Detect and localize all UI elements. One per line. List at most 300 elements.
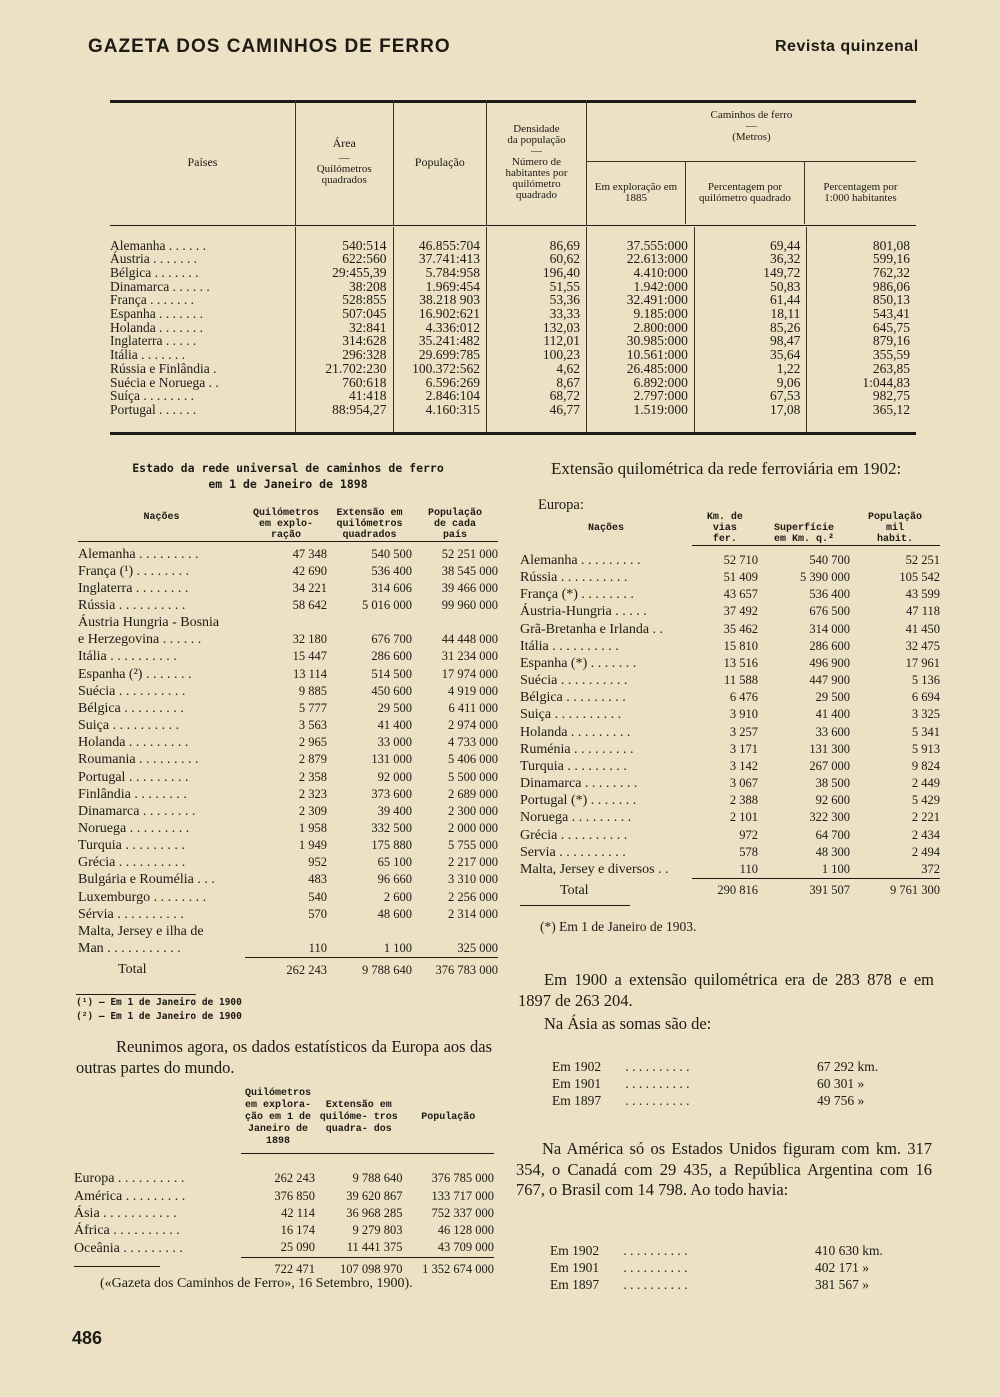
- cell: 5 136: [911, 673, 940, 688]
- cell: 53,36: [487, 293, 587, 307]
- table-row: [78, 769, 498, 786]
- stat-dots: . . . . . . . . . .: [622, 1059, 690, 1074]
- cell: 3 142: [729, 758, 758, 773]
- cell: 599,16: [807, 252, 916, 266]
- cell: 5 390 000: [799, 570, 850, 585]
- cell: 676 500: [809, 604, 850, 619]
- total-cell: 9 788 640: [327, 958, 412, 983]
- row-name: Ásia . . . . . . . . . . .: [74, 1205, 177, 1221]
- row-name: Bélgica . . . . . . . . .: [520, 690, 626, 706]
- col-sup: Superfície em Km. q.²: [758, 512, 850, 546]
- row-name: Alemanha . . . . . . . . .: [78, 546, 199, 562]
- cell: 35.241:482: [393, 334, 486, 348]
- cell: 32:841: [295, 321, 393, 335]
- row-name: França (*) . . . . . . . .: [520, 587, 634, 603]
- cell: 48 600: [377, 906, 412, 921]
- total-label: Total: [118, 962, 147, 978]
- row-name: Alemanha . . . . . . . . .: [520, 553, 641, 568]
- row-name: Man . . . . . . . . . . .: [78, 941, 181, 957]
- cell: 43 709 000: [437, 1240, 494, 1255]
- cell: 676 700: [371, 632, 412, 647]
- total-cell: 376 783 000: [412, 958, 498, 983]
- col-pop: População de cada país: [427, 507, 482, 541]
- cell: 5 406 000: [448, 752, 498, 767]
- row-name: América . . . . . . . . .: [74, 1188, 186, 1204]
- table-row: [110, 252, 916, 266]
- row-name: Dinamarca . . . . . . . .: [520, 776, 638, 792]
- cell: 4.160:315: [393, 403, 486, 417]
- total-cell: 290 816: [692, 878, 758, 903]
- cell: 752 337 000: [431, 1205, 494, 1220]
- row-name: Suécia . . . . . . . . . .: [78, 683, 186, 699]
- cell: 99 960 000: [441, 597, 498, 612]
- stat-row: [550, 1259, 890, 1276]
- table-world-network-1898: [78, 495, 498, 982]
- table-row: [110, 293, 916, 307]
- cell: 263,85: [807, 362, 916, 376]
- table-row: [520, 844, 940, 861]
- cell: 9 824: [911, 758, 940, 773]
- table-row: [110, 266, 916, 280]
- cell: 2.800:000: [586, 321, 694, 335]
- cell: 2 879: [298, 752, 327, 767]
- table4-rule: [74, 1266, 160, 1267]
- table-row: [520, 792, 940, 809]
- cell: 2 434: [911, 827, 940, 842]
- cell: 543,41: [807, 307, 916, 321]
- stat-value: 402 171 »: [815, 1260, 869, 1275]
- cell: 48 300: [815, 844, 850, 859]
- table-row: [78, 906, 498, 923]
- table-row: [110, 376, 916, 390]
- row-name: África . . . . . . . . . .: [74, 1223, 180, 1239]
- row-name: Itália . . . . . . . . . .: [78, 649, 177, 665]
- table-row: [520, 827, 940, 844]
- cell: 4.410:000: [586, 266, 694, 280]
- cell: 879,16: [807, 334, 916, 348]
- total-row: [78, 958, 498, 983]
- cell: 68,72: [487, 389, 587, 403]
- cell: 47 348: [292, 546, 327, 561]
- table2-title: Estado da rede universal de caminhos de ferro em 1 de Janeiro de 1898: [132, 461, 444, 491]
- cell: 110: [739, 861, 758, 876]
- cell: 514 500: [371, 666, 412, 681]
- cell: 314:628: [295, 334, 393, 348]
- col-nacoes: Nações: [143, 512, 180, 524]
- cell: 622:560: [295, 252, 393, 266]
- cell: 801,08: [807, 239, 916, 253]
- table-row: [78, 923, 498, 940]
- cell: [412, 923, 498, 940]
- row-name: Grécia . . . . . . . . . .: [78, 855, 186, 871]
- row-name: Bulgária e Rouméliа . . .: [78, 872, 215, 888]
- para-reunimos: Reunimos agora, os dados estatísticos da Europa aos das outras partes do mundo.: [76, 1037, 492, 1077]
- table-europe-1902: [520, 512, 940, 903]
- row-name: Grã-Bretanha e Irlanda . .: [520, 621, 664, 637]
- cell: 2 256 000: [448, 889, 498, 904]
- table-row: [78, 734, 498, 751]
- cell: 36,32: [694, 252, 806, 266]
- cell: 38 500: [815, 776, 850, 791]
- cell: 507:045: [295, 307, 393, 321]
- row-name: Holanda . . . . . . . . .: [520, 724, 631, 740]
- cell: 1.519:000: [586, 403, 694, 417]
- cell: 540: [308, 889, 327, 904]
- table-row: [78, 597, 498, 614]
- table-world-continents: [74, 1083, 494, 1282]
- cell: 9 788 640: [352, 1171, 403, 1186]
- cell: 3 171: [729, 741, 758, 756]
- cell: 5 755 000: [448, 838, 498, 853]
- cell: 41:418: [295, 389, 393, 403]
- row-name: Noruega . . . . . . . . .: [520, 810, 632, 826]
- cell: 29 500: [815, 690, 850, 705]
- table-row: [78, 683, 498, 700]
- table3-region: Europa:: [538, 497, 584, 513]
- row-name: Rússia e Finlândia .: [110, 360, 217, 376]
- row-name: França (¹) . . . . . . . .: [78, 563, 190, 579]
- cell: 88:954,27: [295, 403, 393, 417]
- row-name: Finlândia . . . . . . . .: [78, 786, 187, 802]
- col-pop: População mil habit.: [850, 512, 940, 546]
- cell: 2 323: [298, 786, 327, 801]
- row-name: Roumania . . . . . . . . .: [78, 752, 199, 768]
- cell: 286 600: [371, 649, 412, 664]
- table-row: [520, 655, 940, 672]
- cell: 29.699:785: [393, 348, 486, 362]
- cell: 355,59: [807, 348, 916, 362]
- cell: 22.613:000: [586, 252, 694, 266]
- table3-title: Extensão quilométrica da rede ferroviária em 1902:: [551, 459, 902, 478]
- cell: 39 466 000: [441, 580, 498, 595]
- col-caminhos: Caminhos de ferro — (Metros) Em exploração em 1885 Percentagem por quilómetro quadrado Percentagem por 1:000 habitantes: [586, 100, 916, 225]
- stat-dots: . . . . . . . . . .: [620, 1260, 688, 1275]
- cell: 132,03: [487, 321, 587, 335]
- row-name: Dinamarca . . . . . . . .: [78, 803, 196, 819]
- cell: [327, 614, 412, 631]
- col-ext: Extensão em quilóme- tros quadra- dos: [319, 1099, 398, 1135]
- america-list: [550, 1242, 890, 1293]
- col-ext: Extensão em quilómetros quadrados: [336, 507, 403, 541]
- cell: 58 642: [292, 597, 327, 612]
- stat-dots: . . . . . . . . . .: [620, 1243, 688, 1258]
- cell: 6.596:269: [393, 376, 486, 390]
- cell: 46 128 000: [437, 1223, 494, 1238]
- cell: 762,32: [807, 266, 916, 280]
- cell: 373 600: [371, 786, 412, 801]
- col-km: Quilómetros em explo- ração: [252, 507, 319, 541]
- row-name: Holanda . . . . . . .: [110, 319, 203, 335]
- table-row: [110, 389, 916, 403]
- cell: 483: [308, 872, 327, 887]
- table-row: [520, 706, 940, 723]
- cell: 37.555:000: [586, 239, 694, 253]
- stat-year: Em 1901: [550, 1260, 600, 1275]
- row-name: Portugal (*) . . . . . . .: [520, 793, 637, 809]
- stat-year: Em 1897: [552, 1093, 602, 1108]
- table-row: [520, 758, 940, 775]
- cell: 52 251: [905, 553, 940, 567]
- cell: 16 174: [280, 1223, 316, 1238]
- cell: 3 257: [729, 724, 758, 739]
- cell: 6 476: [729, 690, 758, 705]
- row-name: Malta, Jersey e diversos . .: [520, 862, 669, 878]
- stat-row: [552, 1075, 892, 1092]
- cell: 26.485:000: [586, 362, 694, 376]
- row-name: Suécia e Noruega . .: [110, 374, 219, 390]
- table-row: [520, 638, 940, 655]
- cell: 42 114: [281, 1205, 316, 1220]
- row-name: França . . . . . . .: [110, 292, 194, 308]
- total-cell: 262 243: [245, 958, 327, 983]
- col-populacao: População: [393, 100, 486, 225]
- table-row: [520, 586, 940, 603]
- stat-year: Em 1901: [552, 1076, 602, 1091]
- stat-row: [550, 1242, 890, 1259]
- cell: 133 717 000: [431, 1188, 494, 1203]
- table-row: [520, 775, 940, 792]
- cell: 36 968 285: [346, 1205, 403, 1220]
- cell: 2 388: [729, 793, 758, 808]
- cell: 2 221: [911, 810, 940, 825]
- row-name: Espanha (²) . . . . . . .: [78, 666, 192, 682]
- stat-row: [550, 1276, 890, 1293]
- source-citation: («Gazeta dos Caminhos de Ferro», 16 Setembro, 1900).: [100, 1276, 413, 1291]
- cell: 33 000: [377, 735, 412, 750]
- cell: 41 450: [905, 621, 940, 636]
- cell: 37 492: [723, 604, 758, 619]
- row-name: Rússia . . . . . . . . . .: [78, 597, 186, 613]
- cell: 760:618: [295, 376, 393, 390]
- table-row: [78, 854, 498, 871]
- stat-dots: . . . . . . . . . .: [620, 1277, 688, 1292]
- col-pct-hab: Percentagem por 1:000 habitantes: [804, 162, 916, 224]
- stat-value: 49 756 »: [817, 1093, 865, 1108]
- cell: 44 448 000: [441, 632, 498, 647]
- cell: 5 777: [298, 700, 327, 715]
- row-name: Suiça . . . . . . . . . .: [520, 707, 622, 723]
- cell: 5 500 000: [448, 769, 498, 784]
- cell: 18,11: [694, 307, 806, 321]
- cell: 450 600: [371, 683, 412, 698]
- table-row: [110, 334, 916, 348]
- cell: 365,12: [807, 403, 916, 417]
- table-row: [520, 569, 940, 586]
- stat-year: Em 1902: [552, 1059, 602, 1074]
- cell: 43 657: [723, 587, 758, 602]
- col-km: Quilómetros em explora- ção em 1 de Janeiro de 1898: [245, 1087, 312, 1147]
- row-name: Sérvia . . . . . . . . . .: [78, 906, 184, 922]
- cell: 37.741:413: [393, 252, 486, 266]
- row-name: Áustria . . . . . . .: [110, 251, 197, 267]
- cell: 3 563: [298, 718, 327, 733]
- table-row: [110, 280, 916, 294]
- cell: 15 810: [723, 638, 758, 653]
- row-name: Portugal . . . . . .: [110, 401, 197, 417]
- cell: 51 409: [723, 570, 758, 585]
- cell: 322 300: [809, 810, 850, 825]
- cell: 64 700: [815, 827, 850, 842]
- cell: 540 500: [371, 546, 412, 561]
- cell: 39 400: [377, 803, 412, 818]
- cell: 2 974 000: [448, 718, 498, 733]
- cell: 51,55: [487, 280, 587, 294]
- row-name: Alemanha . . . . . .: [110, 237, 206, 253]
- cell: 4 919 000: [448, 683, 498, 698]
- cell: 149,72: [694, 266, 806, 280]
- table-row: [78, 563, 498, 580]
- table-row: [74, 1170, 494, 1187]
- cell: 2 300 000: [448, 803, 498, 818]
- cell: 2 358: [298, 769, 327, 784]
- cell: 32 475: [905, 638, 940, 653]
- cell: 376 785 000: [431, 1171, 494, 1186]
- cell: 34 221: [292, 580, 327, 595]
- row-name: Itália . . . . . . .: [110, 347, 185, 363]
- cell: 1 100: [383, 941, 412, 956]
- cell: 2.797:000: [586, 389, 694, 403]
- cell: 112,01: [487, 334, 587, 348]
- cell: 9 279 803: [352, 1223, 403, 1238]
- col-pop: População: [421, 1111, 476, 1123]
- cell: 10.561:000: [586, 348, 694, 362]
- cell: 92 600: [815, 793, 850, 808]
- stat-year: Em 1902: [550, 1243, 600, 1258]
- cell: 96 660: [377, 872, 412, 887]
- row-name: Oceânia . . . . . . . . .: [74, 1240, 183, 1256]
- cell: 2 689 000: [448, 786, 498, 801]
- cell: [327, 923, 412, 940]
- cell: 3 067: [729, 776, 758, 791]
- cell: 372: [921, 861, 940, 876]
- row-name: Malta, Jersey e ilha de: [78, 923, 204, 939]
- cell: 528:855: [295, 293, 393, 307]
- page-number: 486: [72, 1328, 103, 1348]
- cell: 2 314 000: [448, 906, 498, 921]
- col-paises: Países: [187, 154, 218, 169]
- cell: 5 913: [911, 741, 940, 756]
- cell: 17 974 000: [441, 666, 498, 681]
- table2-notes: (¹) — Em 1 de Janeiro de 1900 (²) — Em 1 de Janeiro de 1900: [76, 997, 242, 1022]
- table-row: [78, 546, 498, 563]
- table-row: [520, 809, 940, 826]
- cell: 1.942:000: [586, 280, 694, 294]
- total-cell: 391 507: [758, 878, 850, 903]
- table-row: [78, 803, 498, 820]
- journal-subtitle: Revista quinzenal: [775, 38, 919, 55]
- stat-row: [552, 1092, 892, 1109]
- cell: 47 118: [906, 604, 940, 619]
- cell: 110: [308, 941, 327, 956]
- cell: 267 000: [809, 758, 850, 773]
- cell: 2.846:104: [393, 389, 486, 403]
- cell: 296:328: [295, 348, 393, 362]
- cell: 42 690: [292, 563, 327, 578]
- row-name: Europa . . . . . . . . . .: [74, 1171, 185, 1187]
- table-row: [520, 552, 940, 569]
- cell: 15 447: [292, 649, 327, 664]
- table1-bottom-rule: [110, 432, 916, 435]
- row-name: Áustria Hungria - Bosnia: [78, 615, 220, 631]
- table-row: [520, 621, 940, 638]
- cell: 3 310 000: [448, 872, 498, 887]
- cell: 196,40: [487, 266, 587, 280]
- cell: 92 000: [377, 769, 412, 784]
- table-row: [78, 820, 498, 837]
- cell: 6.892:000: [586, 376, 694, 390]
- cell: 38.218 903: [393, 293, 486, 307]
- cell: 4,62: [487, 362, 587, 376]
- cell: 105 542: [899, 570, 940, 585]
- cell: 67,53: [694, 389, 806, 403]
- cell: 1.969:454: [393, 280, 486, 294]
- total-cell: 1 352 674 000: [403, 1257, 495, 1282]
- row-name: Suíça . . . . . . . .: [110, 388, 194, 404]
- cell: 3 325: [911, 707, 940, 722]
- row-name: Rússia . . . . . . . . . .: [520, 570, 628, 586]
- cell: 60,62: [487, 252, 587, 266]
- table-row: [74, 1239, 494, 1257]
- table-row: [78, 631, 498, 648]
- table-row: [110, 307, 916, 321]
- row-name: Turquia . . . . . . . . .: [520, 758, 627, 774]
- cell: 314 606: [371, 580, 412, 595]
- cell: 325 000: [457, 941, 498, 956]
- cell: 540:514: [295, 239, 393, 253]
- cell: 9.185:000: [586, 307, 694, 321]
- stat-value: 381 567 »: [815, 1277, 869, 1292]
- cell: 29 500: [377, 700, 412, 715]
- para-1900: Em 1900 a extensão quilométrica era de 283 878 e em 1897 de 263 204.: [518, 970, 934, 1010]
- row-name: Portugal . . . . . . . . .: [78, 769, 189, 785]
- cell: 952: [308, 855, 327, 870]
- cell: 5 016 000: [361, 597, 412, 612]
- cell: 1 949: [298, 838, 327, 853]
- cell: 35,64: [694, 348, 806, 362]
- cell: 8,67: [487, 376, 587, 390]
- cell: 5.784:958: [393, 266, 486, 280]
- stat-value: 60 301 »: [817, 1076, 865, 1091]
- col-km: Km. de vias fer.: [692, 512, 758, 546]
- table-row: [74, 1188, 494, 1205]
- row-name: Inglaterra . . . . . . . .: [78, 580, 189, 596]
- cell: 286 600: [809, 638, 850, 653]
- cell: 4 733 000: [448, 735, 498, 750]
- table-row: [110, 348, 916, 362]
- row-name: Dinamarca . . . . . .: [110, 278, 210, 294]
- row-name: Grécia . . . . . . . . . .: [520, 827, 628, 843]
- row-name: Holanda . . . . . . . . .: [78, 735, 189, 751]
- cell: 41 400: [815, 707, 850, 722]
- cell: 65 100: [377, 855, 412, 870]
- cell: 2 449: [911, 776, 940, 791]
- cell: [412, 614, 498, 631]
- cell: 9,06: [694, 376, 806, 390]
- cell: 1 100: [821, 861, 850, 876]
- table-row: [78, 700, 498, 717]
- table-row: [78, 580, 498, 597]
- cell: 1 958: [298, 821, 327, 835]
- row-name: Suécia . . . . . . . . . .: [520, 673, 628, 689]
- cell: 46.855:704: [393, 239, 486, 253]
- row-name: Servia . . . . . . . . . .: [520, 844, 626, 860]
- col-pct-km: Percentagem por quilómetro quadrado: [685, 162, 804, 224]
- cell: 2 217 000: [448, 855, 498, 870]
- cell: 33,33: [487, 307, 587, 321]
- cell: 578: [739, 844, 758, 859]
- col-densidade: Densidade da população — Número de habitantes por quilómetro quadrado: [487, 100, 587, 225]
- cell: 131 000: [371, 752, 412, 767]
